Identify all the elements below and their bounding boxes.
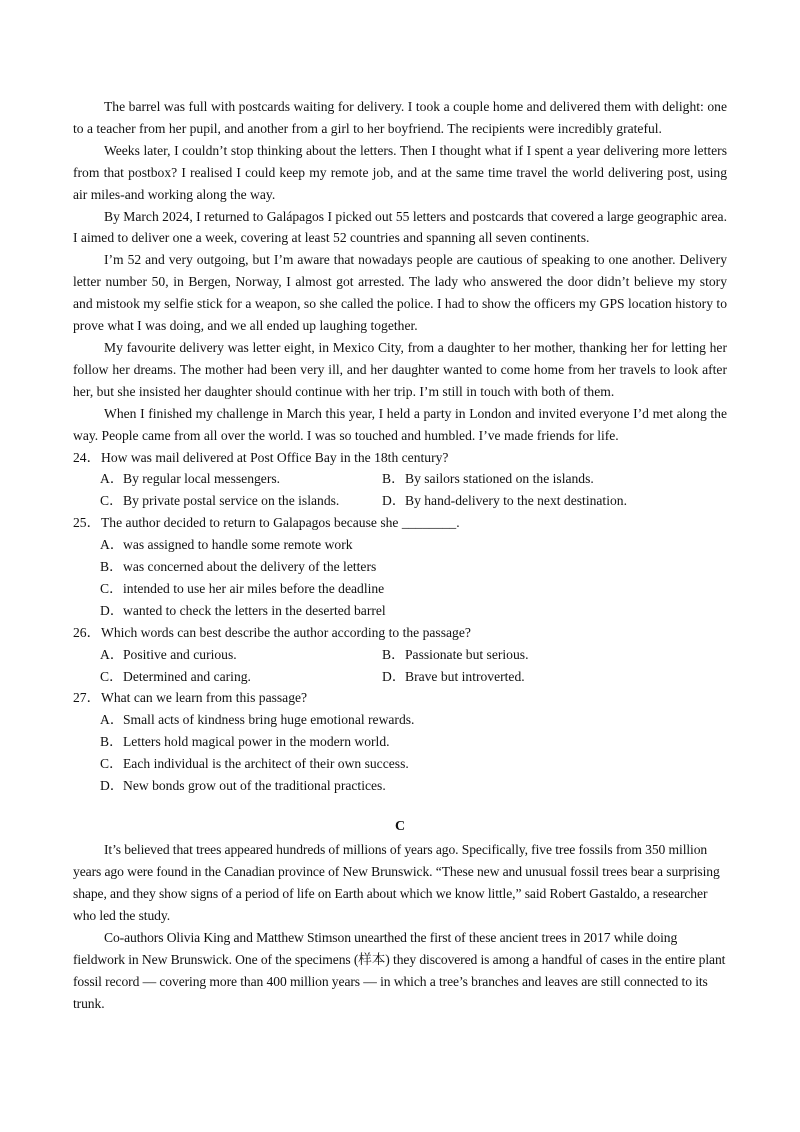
option-c[interactable]: C．Determined and caring. <box>100 668 251 684</box>
question-27 <box>73 687 727 797</box>
option-c[interactable]: C．Each individual is the architect of their own success. <box>100 756 409 772</box>
question-stem: How was mail delivered at Post Office Bay in the 18th century? <box>101 449 449 465</box>
option-d[interactable]: D．Brave but introverted. <box>382 668 525 684</box>
question-number: 24． <box>73 449 101 465</box>
question-stem: The author decided to return to Galapagos because she ________. <box>101 515 460 531</box>
option-a[interactable]: A．Small acts of kindness bring huge emotional rewards. <box>100 712 415 728</box>
question-number: 27． <box>73 690 101 706</box>
option-b[interactable]: B．Passionate but serious. <box>382 646 529 662</box>
passage-c-paragraph-1: It’s believed that trees appeared hundreds of millions of years ago. Specifically, five tree fossils from 350 million years ago were found in the Canadian province of New Brunswick. “These new and unusual fossil trees bear a surprising shape, and they show signs of a period of life on Earth about which we know little,” said Robert Gastaldo, a researcher who led the study. <box>73 842 720 923</box>
question-25 <box>73 512 727 622</box>
question-stem: Which words can best describe the author according to the passage? <box>101 624 471 640</box>
option-d[interactable]: D．New bonds grow out of the traditional practices. <box>100 778 386 794</box>
question-26 <box>73 622 727 688</box>
question-number: 26． <box>73 624 101 640</box>
option-a[interactable]: A．Positive and curious. <box>100 646 237 662</box>
section-heading: C <box>394 819 406 834</box>
passage-b <box>73 96 727 447</box>
passage-b-paragraph-4: I’m 52 and very outgoing, but I’m aware that nowadays people are cautious of speaking to one another. Delivery letter number 50, in Bergen, Norway, I almost got arrested. The lady who answered the door didn’t believe my story and mistook my selfie stick for a weapon, so she called the police. I had to show the officers my GPS location history to prove what I was doing, and we all ended up laughing together. <box>73 252 727 334</box>
exam-page <box>73 96 727 1015</box>
passage-b-paragraph-2: Weeks later, I couldn’t stop thinking about the letters. Then I thought what if I spent a year delivering more letters from that postbox? I realised I could keep my remote job, and at the same time travel the world delivering post, using air miles-and working along the way. <box>73 142 727 202</box>
option-b[interactable]: B．Letters hold magical power in the modern world. <box>100 734 390 750</box>
option-d[interactable]: D．By hand-delivery to the next destination. <box>382 493 627 509</box>
passage-b-paragraph-6: When I finished my challenge in March this year, I held a party in London and invited everyone I’d met along the way. People came from all over the world. I was so touched and humbled. I’ve made friends for life. <box>73 405 727 443</box>
question-number: 25． <box>73 515 101 531</box>
option-c[interactable]: C．By private postal service on the islands. <box>100 493 340 509</box>
question-stem: What can we learn from this passage? <box>101 690 308 706</box>
option-c[interactable]: C．intended to use her air miles before the deadline <box>100 580 385 596</box>
question-24 <box>73 447 727 513</box>
option-a[interactable]: A．was assigned to handle some remote work <box>100 537 353 553</box>
option-b[interactable]: B．By sailors stationed on the islands. <box>382 471 594 487</box>
passage-b-paragraph-1: The barrel was full with postcards waiting for delivery. I took a couple home and delivered them with delight: one to a teacher from her pupil, and another from a girl to her boyfriend. The recipients were incredibly grateful. <box>73 99 727 136</box>
passage-c <box>73 816 727 1015</box>
passage-b-paragraph-5: My favourite delivery was letter eight, in Mexico City, from a daughter to her mother, thanking her for letting her follow her dreams. The mother had been very ill, and her daughter wanted to come home from her travels to look after her, but she insisted her daughter should continue with her trip. I’m still in touch with both of them. <box>73 339 727 399</box>
option-b[interactable]: B．was concerned about the delivery of the letters <box>100 559 377 575</box>
option-d[interactable]: D．wanted to check the letters in the deserted barrel <box>100 602 386 618</box>
passage-b-paragraph-3: By March 2024, I returned to Galápagos I picked out 55 letters and postcards that covered a large geographic area. I aimed to deliver one a week, covering at least 52 countries and spanning all seven continents. <box>73 208 727 246</box>
passage-c-paragraph-2: Co-authors Olivia King and Matthew Stimson unearthed the first of these ancient trees in 2017 while doing fieldwork in New Brunswick. One of the specimens (样本) they discovered is among a handful of cases in the entire plant fossil record — covering more than 400 million years — in which a tree’s branches and leaves are still connected to its trunk. <box>73 930 726 1011</box>
option-a[interactable]: A．By regular local messengers. <box>100 471 281 487</box>
